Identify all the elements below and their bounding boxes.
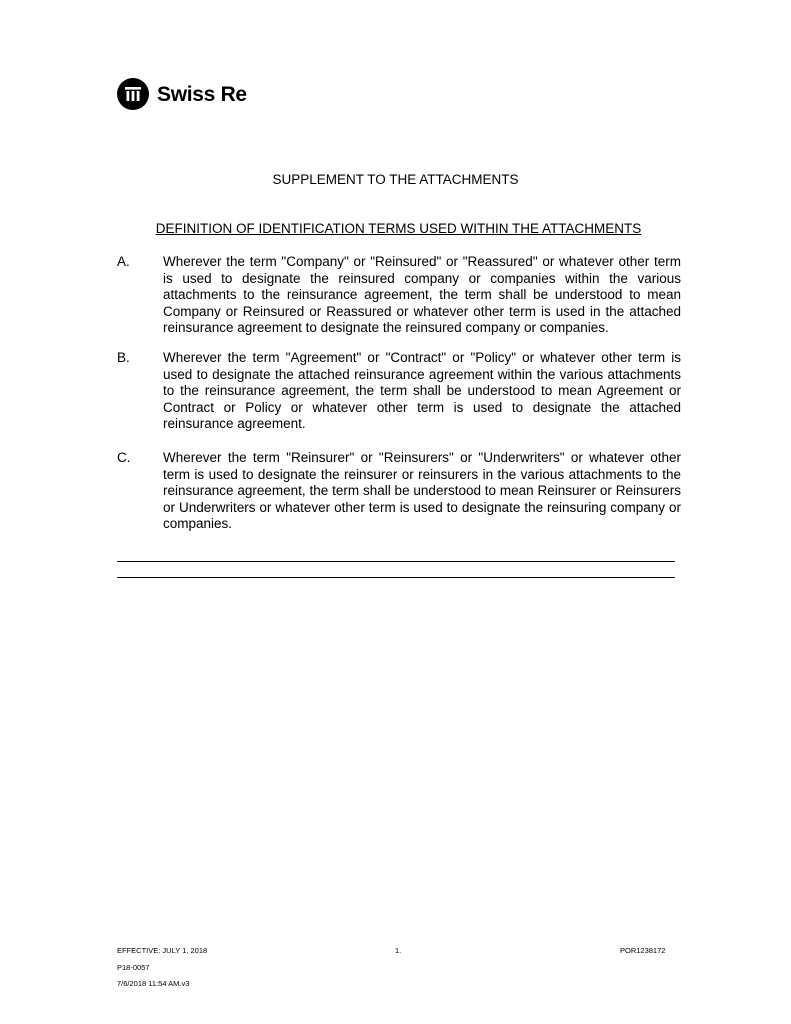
clause-text: Wherever the term "Agreement" or "Contract" or "Policy" or whatever other term is used to designate the attached reinsurance agreement within the various attachments to the reinsurance agreement, the term shall be understood to mean Agreement or Contract or Policy or whatever other term is used to designate the attached reinsurance agreement. [163, 350, 681, 431]
clause-c [117, 450, 681, 533]
clause-letter: B. [117, 350, 130, 365]
clause-text: Wherever the term "Reinsurer" or "Reinsurers" or "Underwriters" or whatever other term is used to designate the reinsurer or reinsurers in the various attachments to the reinsurance agreement, the term shall be understood to mean Reinsurer or Reinsurers or Underwriters or whatever other term is used to designate the reinsuring company or companies. [163, 450, 681, 531]
clause-b [117, 350, 681, 433]
footer-timestamp: 7/6/2018 11:54 AM.v3 [117, 979, 190, 988]
footer-document-number: POR1238172 [620, 946, 666, 955]
clause-a [117, 254, 681, 337]
swiss-re-logo-icon [117, 78, 149, 110]
divider-line [117, 561, 675, 562]
logo-text: Swiss Re [157, 82, 247, 106]
clause-text: Wherever the term "Company" or "Reinsured" or "Reassured" or whatever other term is used to designate the reinsured company or companies within the various attachments to the reinsurance agreement, the term shall be understood to mean Company or Reinsured or Reassured or whatever other term is used in the attached reinsurance agreement to designate the reinsured company or companies. [163, 254, 681, 335]
swiss-re-logo [117, 77, 247, 111]
footer-code: P18-0057 [117, 963, 150, 972]
divider-line [117, 577, 675, 578]
footer-effective-date: EFFECTIVE: JULY 1, 2018 [117, 946, 208, 955]
clause-letter: A. [117, 254, 130, 269]
footer-page-number: 1. [395, 946, 402, 955]
document-subtitle: DEFINITION OF IDENTIFICATION TERMS USED WITHIN THE ATTACHMENTS [155, 221, 642, 236]
document-title: SUPPLEMENT TO THE ATTACHMENTS [272, 172, 519, 187]
clause-letter: C. [117, 450, 131, 465]
